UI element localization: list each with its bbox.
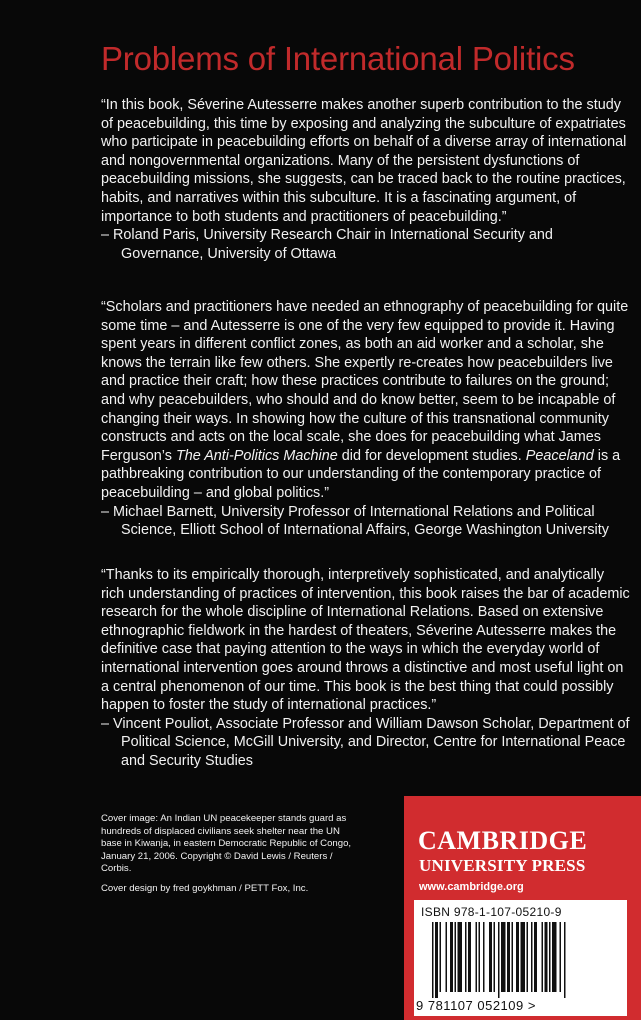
publisher-url: www.cambridge.org xyxy=(419,881,524,893)
review-quote-3 xyxy=(101,566,631,771)
quote-text-part: is a pathbreaking contribution to our understanding of the contemporary practice of peacebuilding – and global politics.” xyxy=(101,447,621,501)
publisher-panel xyxy=(404,796,641,1020)
quote-text: “In this book, Séverine Autesserre makes another superb contribution to the study of peacebuilding, this time by exposing and analyzing the subculture of expatriates who participate in peacebuilding efforts on behalf of a diverse array of international and nongovernmental organizations. Many of the persistent dysfunctions of peacebuilding missions, she suggests, can be traced back to the routine practices, habits, and narratives within this subculture. It is a fascinating argument, of importance to both students and practitioners of peacebuilding.” xyxy=(101,97,627,225)
quote-text: “Thanks to its empirically thorough, interpretively sophisticated, and analytically rich understanding of practices of intervention, this book raises the bar of academic research for the whole discipline of International Relations. Based on extensive ethnographic fieldwork in the hardest of theaters, Séverine Autesserre makes the definitive case that paying attention to the ways in which the everyday world of international intervention goes around throws a distinctive and most useful light on a central phenomenon of our time. This book is the best thing that could possibly happen to foster the study of international practices.” xyxy=(101,567,630,714)
isbn-label: ISBN 978-1-107-05210-9 xyxy=(421,905,562,919)
quote-attribution: – Michael Barnett, University Professor of International Relations and Political Science, Elliott School of International Affairs, George Washington University xyxy=(101,503,609,539)
quote-book-title: The Anti-Politics Machine xyxy=(175,447,338,464)
series-title: Problems of International Politics xyxy=(101,40,575,77)
barcode-icon xyxy=(432,922,612,998)
barcode-number: 9 781107 052109 > xyxy=(416,998,536,1013)
review-quote-1 xyxy=(101,96,631,263)
quote-attribution: – Vincent Pouliot, Associate Professor and William Dawson Scholar, Department of Political Science, McGill University, and Director, Centre for International Peace and Security Studies xyxy=(101,715,630,769)
barcode-box xyxy=(414,900,627,1016)
publisher-name: CAMBRIDGE xyxy=(418,826,588,855)
quote-book-title: Peaceland xyxy=(525,447,594,464)
cover-image-credit: Cover image: An Indian UN peacekeeper stands guard as hundreds of displaced civilians seek shelter near the UN base in Kiwanja, in eastern Democratic Republic of Congo, January 21, 2006. Copyright © David Lewis / Reuters / Corbis. xyxy=(101,813,352,875)
publisher-subname: UNIVERSITY PRESS xyxy=(419,856,586,875)
quote-text xyxy=(101,298,631,503)
cover-design-credit: Cover design by fred goykhman / PETT Fox, Inc. xyxy=(101,883,309,894)
quote-attribution: – Roland Paris, University Research Chair in International Security and Governance, University of Ottawa xyxy=(101,227,553,262)
review-quote-2 xyxy=(101,298,631,540)
quote-text-part: did for development studies. xyxy=(337,447,526,464)
quote-text-part: “Scholars and practitioners have needed an ethnography of peacebuilding for quite some time – and Autesserre is one of the very few equipped to provide it. Having spent years in different conflict zones, as both an aid worker and a scholar, she knows the terrain like few others. She expertly re-creates how peacebuilders live and practice their craft; how these practices contribute to failures on the ground; and why peacebuilders, who should and do know better, seem to be incapable of changing their ways. In showing how the culture of this transnational community constructs and acts on the local scale, she does for peacebuilding what James Ferguson’s xyxy=(101,299,629,464)
